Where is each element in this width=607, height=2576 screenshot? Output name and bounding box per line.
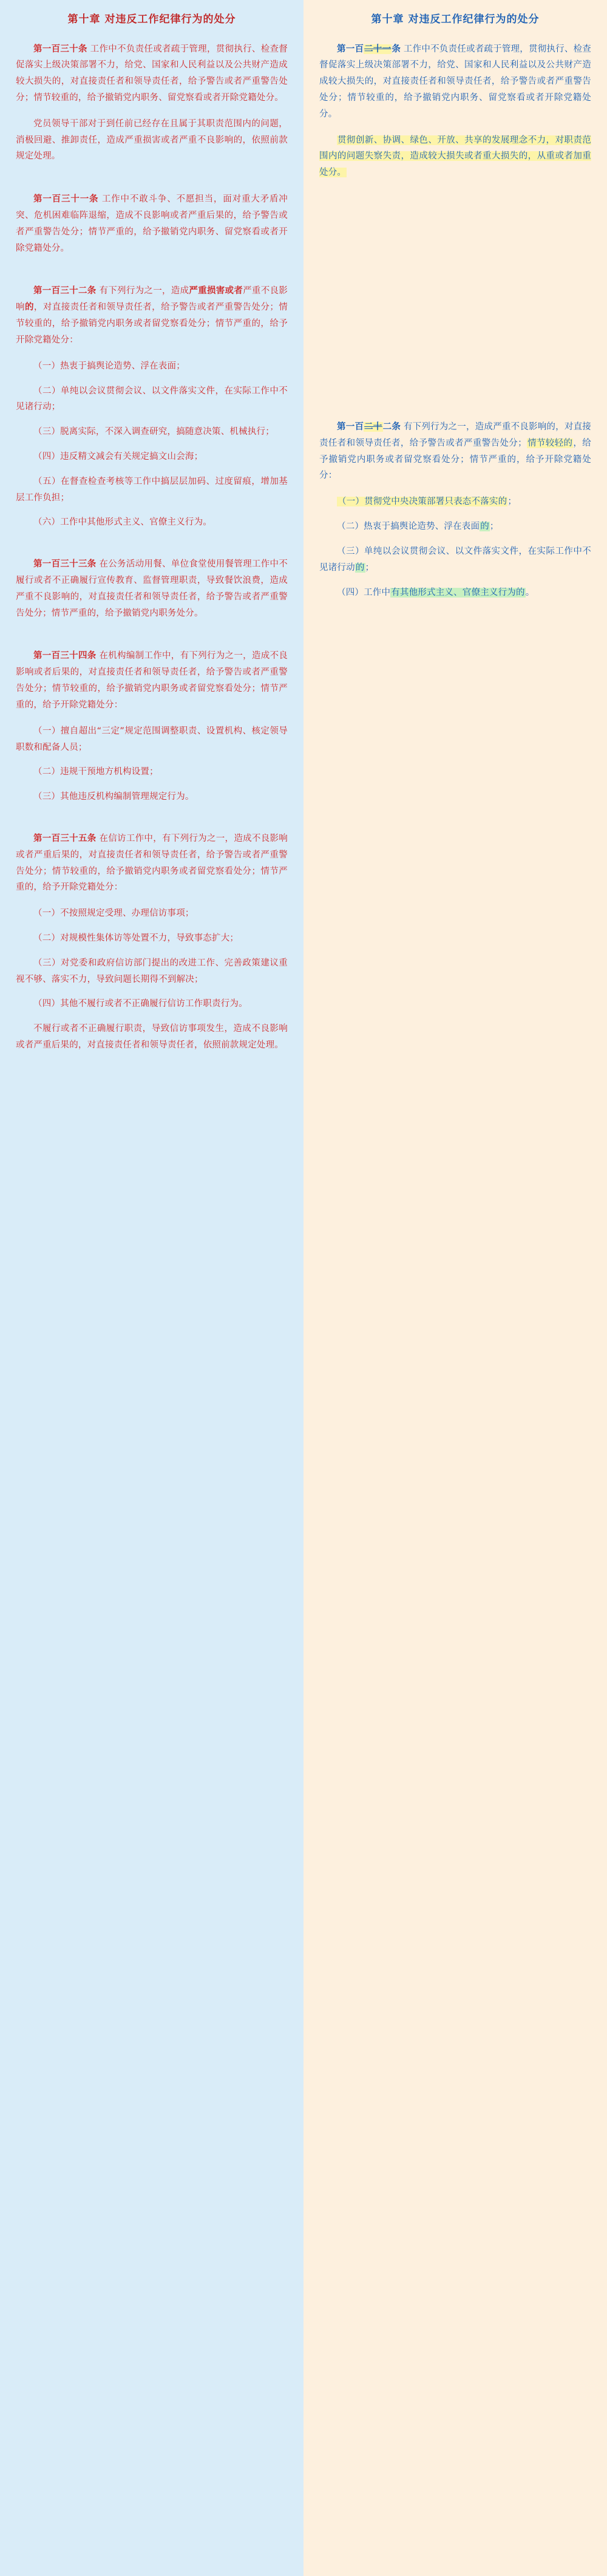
left-spacer-3 <box>16 539 288 556</box>
highlight-other-forms: 有其他形式主义、官僚主义行为的 <box>391 587 525 598</box>
left-list-135-item-1: （一）不按照规定受理、办理信访事项； <box>33 908 194 919</box>
left-article-131: 第一百三十一条 工作中不敢斗争、不愿担当，面对重大矛盾冲突、危机困难临阵退缩，造成不良影响或者严重后果的，给予警告或者严重警告处分；情节严重的，给予撤销党内职务、留党察看或者开除党籍处分。 <box>16 194 288 253</box>
left-list-132-item-4: （四）违反精文减会有关规定搞文山会海； <box>33 451 203 462</box>
right-list-132-item-2: （二）热衷于搞舆论造势、浮在表面的； <box>337 522 499 532</box>
right-spacer-11 <box>319 361 591 378</box>
left-list-134-item-2: （二）违规干预地方机构设置； <box>33 767 158 777</box>
left-chapter-title: 第十章 对违反工作纪律行为的处分 <box>67 13 236 26</box>
left-article-130-para2: 党员领导干部对于到任前已经存在且属于其职责范围内的问题，消极回避、推卸责任，造成严重损害或者严重不良影响的，依照前款规定处理。 <box>16 118 288 162</box>
left-list-134-item-1: （一）擅自超出“三定”规定范围调整职责、设置机构、核定领导职数和配备人员； <box>16 726 288 752</box>
right-article-132: 第一百二十二条 有下列行为之一，造成严重不良影响的，对直接责任者和领导责任者，给予警告或者严重警告处分；情节较轻的，给予撤销党内职务或者留党察看处分；情节严重的，给予开除党籍处分： <box>319 422 592 481</box>
left-list-132-item-2: （二）单纯以会议贯彻会议、以文件落实文件，在实际工作中不见诸行动； <box>16 386 288 412</box>
left-spacer-2 <box>16 266 288 283</box>
left-article-130: 第一百三十条 工作中不负责任或者疏于管理，贯彻执行、检查督促落实上级决策部署不力，给党、国家和人民利益以及公共财产造成较大损失的，对直接责任者和领导责任者，给予警告或者严重警告处分；情节较重的，给予撤销党内职务、留党察看或者开除党籍处分。 <box>16 44 288 103</box>
left-list-135-item-4: （四）其他不履行或者不正确履行信访工作职责行为。 <box>33 999 248 1009</box>
strikethrough-number-121: 二十一 <box>364 44 392 54</box>
right-article-130: 第一百二十一条 工作中不负责任或者疏于管理，贯彻执行、检查督促落实上级决策部署不力，给党、国家和人民利益以及公共财产造成较大损失的，对直接责任者和领导责任者，给予警告或者严重警告处分；情节较重的，给予撤销党内职务、留党察看或者开除党籍处分。 <box>319 44 592 119</box>
highlight-qingjie-jiaoqing: 情节较轻的 <box>527 438 573 448</box>
right-spacer-8 <box>319 310 591 327</box>
right-spacer-12 <box>319 378 591 395</box>
left-article-135: 第一百三十五条 在信访工作中，有下列行为之一，造成不良影响或者严重后果的，对直接责任者和领导责任者，给予警告或者严重警告处分；情节较重的，给予撤销党内职务或者留党察看处分；情节严重的，给予开除党籍处分： <box>16 833 288 893</box>
left-article-134: 第一百三十四条 在机构编制工作中，有下列行为之一，造成不良影响或者后果的，对直接责任者和领导责任者，给予警告或者严重警告处分；情节较重的，给予撤销党内职务或者留党察看处分；情节严重的，给予开除党籍处分： <box>16 651 288 710</box>
highlight-de-2: 的 <box>355 562 365 573</box>
right-spacer-5 <box>319 259 591 276</box>
right-spacer-1 <box>319 191 591 208</box>
left-article-135-tail: 不履行或者不正确履行职责，导致信访事项发生，造成不良影响或者严重后果的，对直接责任者和领导责任者，依照前款规定处理。 <box>16 1024 288 1051</box>
highlight-de-1: 的 <box>480 522 489 532</box>
right-spacer-14 <box>319 412 591 419</box>
right-spacer-10 <box>319 344 591 361</box>
left-list-132-item-5: （五）在督查检查考核等工作中搞层层加码、过度留痕，增加基层工作负担； <box>16 476 288 503</box>
right-column <box>304 0 607 2576</box>
left-spacer-1 <box>16 174 288 191</box>
right-list-132-item-3: （三）单纯以会议贯彻会议、以文件落实文件，在实际工作中不见诸行动的； <box>319 546 591 573</box>
left-list-132-item-1: （一）热衷于搞舆论造势、浮在表面； <box>33 361 185 371</box>
left-list-132-item-3: （三）脱离实际，不深入调查研究，搞随意决策、机械执行； <box>33 427 274 437</box>
left-spacer-5 <box>16 814 288 831</box>
left-spacer-4 <box>16 631 288 648</box>
right-list-132-item-4: （四）工作中有其他形式主义、官僚主义行为的。 <box>337 587 535 598</box>
right-spacer-7 <box>319 293 591 310</box>
left-list-135-item-2: （二）对规模性集体访等处置不力，导致事态扩大； <box>33 933 239 943</box>
right-spacer-3 <box>319 225 591 242</box>
strikethrough-number-120: 二十 <box>364 422 382 432</box>
left-list-134-item-3: （三）其他违反机构编制管理规定行为。 <box>33 792 194 802</box>
left-list-132-item-6: （六）工作中其他形式主义、官僚主义行为。 <box>33 517 212 528</box>
right-chapter-title: 第十章 对违反工作纪律行为的处分 <box>371 13 540 26</box>
right-spacer-13 <box>319 395 591 412</box>
left-article-132: 第一百三十二条 有下列行为之一，造成严重损害或者严重不良影响的，对直接责任者和领导责任者，给予警告或者严重警告处分；情节较重的，给予撤销党内职务或者留党察看处分；情节严重的，给予开除党籍处分： <box>16 286 288 345</box>
right-spacer-4 <box>319 242 591 259</box>
left-list-135-item-3: （三）对党委和政府信访部门提出的改进工作、完善政策建议重视不够、落实不力，导致问题长期得不到解决； <box>16 958 288 984</box>
left-article-133: 第一百三十三条 在公务活动用餐、单位食堂使用餐管理工作中不履行或者不正确履行宣传教育、监督管理职责，导致餐饮浪费，造成严重不良影响的，对直接责任者和领导责任者，给予警告或者严重警告处分；情节严重的，给予撤销党内职务处分。 <box>16 559 288 618</box>
right-spacer-2 <box>319 208 591 225</box>
highlight-item-1: （一）贯彻党中央决策部署只表态不落实的 <box>337 497 507 507</box>
right-list-132-item-1: （一）贯彻党中央决策部署只表态不落实的； <box>337 497 517 507</box>
highlight-addition-130: 贯彻创新、协调、绿色、开放、共享的发展理念不力，对职责范围内的问题失察失责，造成较大损失或者重大损失的，从重或者加重处分。 <box>319 135 591 178</box>
right-spacer-9 <box>319 327 591 344</box>
right-spacer-6 <box>319 276 591 293</box>
right-article-130-addition <box>319 132 591 181</box>
